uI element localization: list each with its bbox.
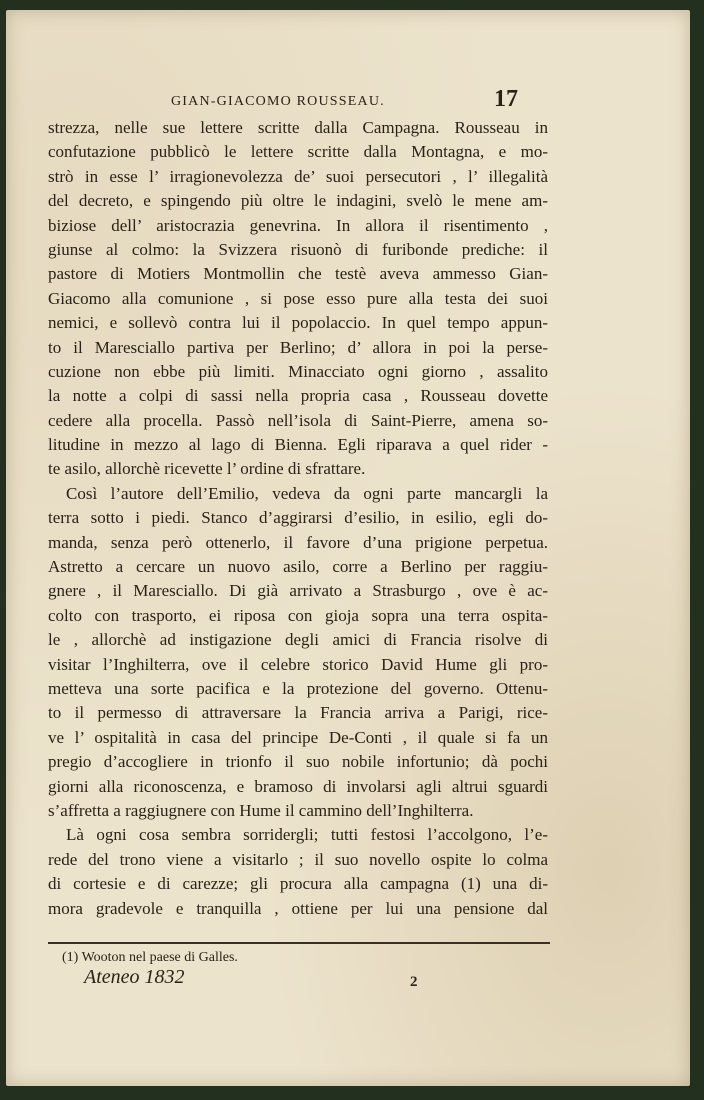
page-number: 17 <box>494 86 518 112</box>
printer-signature: Ateneo 1832 <box>84 966 185 988</box>
text-line: la notte a colpi di sassi nella propria casa , Rousseau dovette <box>48 386 548 406</box>
text-line: giunse al colmo: la Svizzera risuonò di furibonde prediche: il <box>48 239 548 259</box>
running-title: GIAN-GIACOMO ROUSSEAU. <box>171 94 385 109</box>
text-line: Giacomo alla comunione , si pose esso pure alla testa dei suoi <box>48 288 548 308</box>
book-page <box>6 10 690 1086</box>
text-line: pastore di Motiers Montmollin che testè aveva ammesso Gian- <box>48 264 548 284</box>
text-line: gnere , il Maresciallo. Di già arrivato a Strasburgo , ove è ac- <box>48 581 548 601</box>
text-line: pregio d’accogliere in trionfo il suo nobile infortunio; dà pochi <box>48 752 548 772</box>
text-line: nemici, e sollevò contra lui il popolaccio. In quel tempo appun- <box>48 313 548 333</box>
text-line: colto con trasporto, ei riposa con gioja sopra una terra ospita- <box>48 605 548 625</box>
body-text <box>48 116 548 921</box>
footnote: (1) Wooton nel paese di Galles. <box>62 950 238 965</box>
text-line: manda, senza però ottenerlo, il favore d’una prigione perpetua. <box>48 532 548 552</box>
text-line: strezza, nelle sue lettere scritte dalla Campagna. Rousseau in <box>48 118 548 137</box>
text-line: le , allorchè ad instigazione degli amici di Francia risolve di <box>48 630 548 650</box>
text-line: to il permesso di attraversare la Francia arriva a Parigi, rice- <box>48 703 548 723</box>
text-line: terra sotto i piedi. Stanco d’aggirarsi d’esilio, in esilio, egli do- <box>48 508 548 528</box>
text-line: di cortesie e di carezze; gli procura alla campagna (1) una di- <box>48 874 548 894</box>
text-line: Astretto a cercare un nuovo asilo, corre a Berlino per raggiu- <box>48 557 548 577</box>
text-line: confutazione pubblicò le lettere scritte dalla Montagna, e mo- <box>48 142 548 162</box>
text-line: cuzione non ebbe più limiti. Minacciato ogni giorno , assalito <box>48 361 548 381</box>
text-line: ve l’ ospitalità in casa del principe De-Conti , il quale si fa un <box>48 727 548 747</box>
text-line: cedere alla procella. Passò nell’isola di Saint-Pierre, amena so- <box>48 410 548 430</box>
footnote-divider <box>48 942 550 944</box>
text-line: del decreto, e spingendo più oltre le indagini, svelò le mene am- <box>48 191 548 211</box>
text-line: metteva una sorte pacifica e la protezione del governo. Ottenu- <box>48 678 548 698</box>
text-line: litudine in mezzo al lago di Bienna. Egli riparava a quel rider - <box>48 435 548 455</box>
text-line: visitar l’Inghilterra, ove il celebre storico David Hume gli pro- <box>48 654 548 674</box>
text-line: to il Maresciallo partiva per Berlino; d’ allora in poi la perse- <box>48 337 548 357</box>
signature-mark: 2 <box>410 974 418 990</box>
paragraph-end-line: s’affretta a raggiugnere con Hume il cammino dell’Inghilterra. <box>48 800 474 820</box>
text-line: strò in esse l’ irragionevolezza de’ suoi persecutori , l’ illegalità <box>48 166 548 186</box>
text-line: biziose dell’ aristocrazia genevrina. In allora il risentimento , <box>48 215 548 235</box>
paragraph-end-line: te asilo, allorchè ricevette l’ ordine di sfrattare. <box>48 459 366 479</box>
paragraph-start-line: Là ogni cosa sembra sorridergli; tutti festosi l’accolgono, l’e- <box>66 825 548 845</box>
paragraph-start-line: Così l’autore dell’Emilio, vedeva da ogni parte mancargli la <box>66 483 548 503</box>
text-line: giorni alla riconoscenza, e bramoso di involarsi agli altrui sguardi <box>48 776 548 796</box>
text-line: rede del trono viene a visitarlo ; il suo novello ospite lo colma <box>48 849 548 869</box>
text-line: mora gradevole e tranquilla , ottiene per lui una pensione dal <box>48 898 548 918</box>
